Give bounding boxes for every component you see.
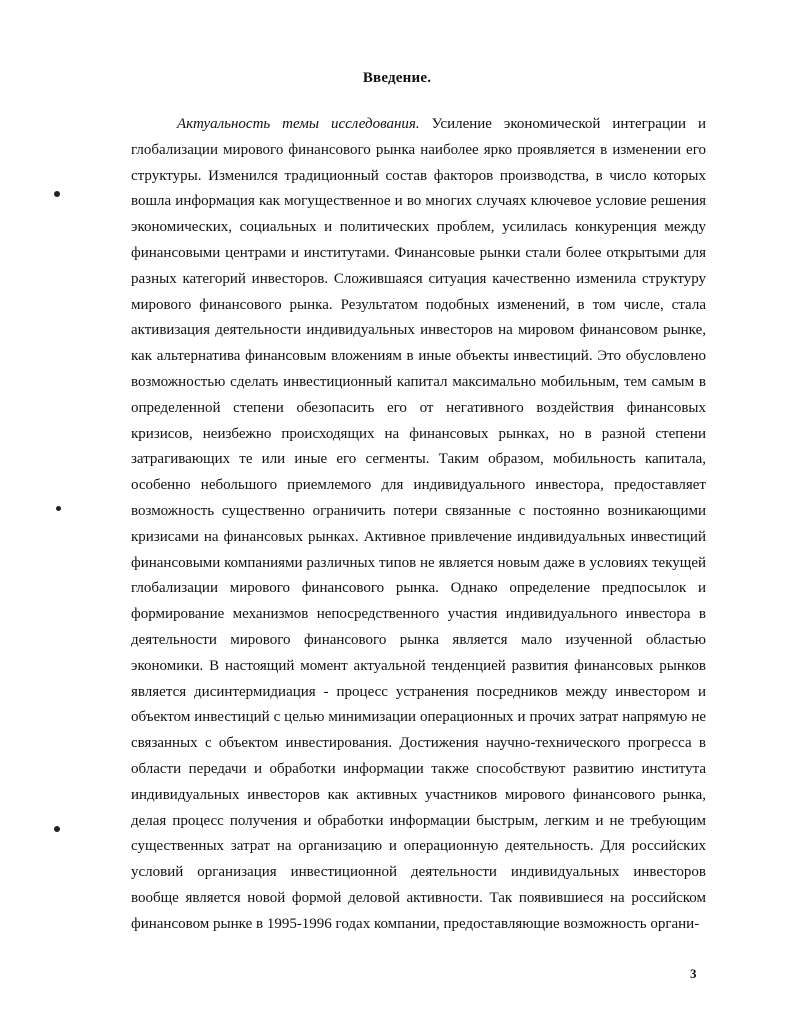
scan-speck-mark	[54, 191, 60, 197]
page-title: Введение.	[362, 70, 432, 86]
intro-italic-phrase: Актуальность темы исследования.	[177, 116, 420, 132]
scan-speck-mark	[54, 826, 60, 832]
scan-speck-mark	[56, 506, 61, 511]
paragraph-text: Усиление экономической интеграции и глобализации мирового финансового рынка наиболее ярко проявляется в изменении его структуры. Изменился традиционный состав факторов производства, в число которых вошла информация как могущественное и во многих случаях ключевое условие решения экономических, социальных и политических проблем, усилилась конкуренция между финансовыми центрами и институтами. Финансовые рынки стали более открытыми для разных категорий инвесторов. Сложившаяся ситуация качественно изменила структуру мирового финансового рынка. Результатом подобных изменений, в том числе, стала активизация деятельности индивидуальных инвесторов на мировом финансовом рынке, как альтернатива финансовым вложениям в иные объекты инвестиций. Это обусловлено возможностью сделать инвестиционный капитал максимально мобильным, тем самым в определенной степени обезопасить его от негативного воздействия финансовых кризисов, неизбежно происходящих на финансовых рынках, но в разной степени затрагивающих те или иные его сегменты. Таким образом, мобильность капитала, особенно небольшого приемлемого для индивидуального инвестора, предоставляет возможность существенно ограничить потери связанные с постоянно возникающими кризисами на финансовых рынках. Активное привлечение индивидуальных инвестиций финансовыми компаниями различных типов не является новым даже в условиях текущей глобализации мирового финансового рынка. Однако определение предпосылок и формирование механизмов непосредственного участия индивидуального инвестора в деятельности мирового финансового рынка является мало изученной областью экономики. В настоящий момент актуальной тенденцией развития финансовых рынков является дисинтермидиация - процесс устранения посредников между инвестором и объектом инвестиций с целью минимизации операционных и прочих затрат напрямую не связанных с объектом инвестирования. Достижения научно-технического прогресса в области передачи и обработки информации также способствуют развитию института индивидуальных инвесторов как активных участников мирового финансового рынка, делая процесс получения и обработки информации быстрым, легким и не требующим существенных затрат на организацию и операционную деятельность. Для российских условий организация инвестиционной деятельности индивидуальных инвесторов вообще является новой формой деловой активности. Так появившиеся на российском финансовом рынке в 1995-1996 годах компании, предоставляющие возможность органи-	[131, 116, 707, 932]
page-number: 3	[690, 966, 697, 981]
body-paragraph	[131, 112, 706, 938]
